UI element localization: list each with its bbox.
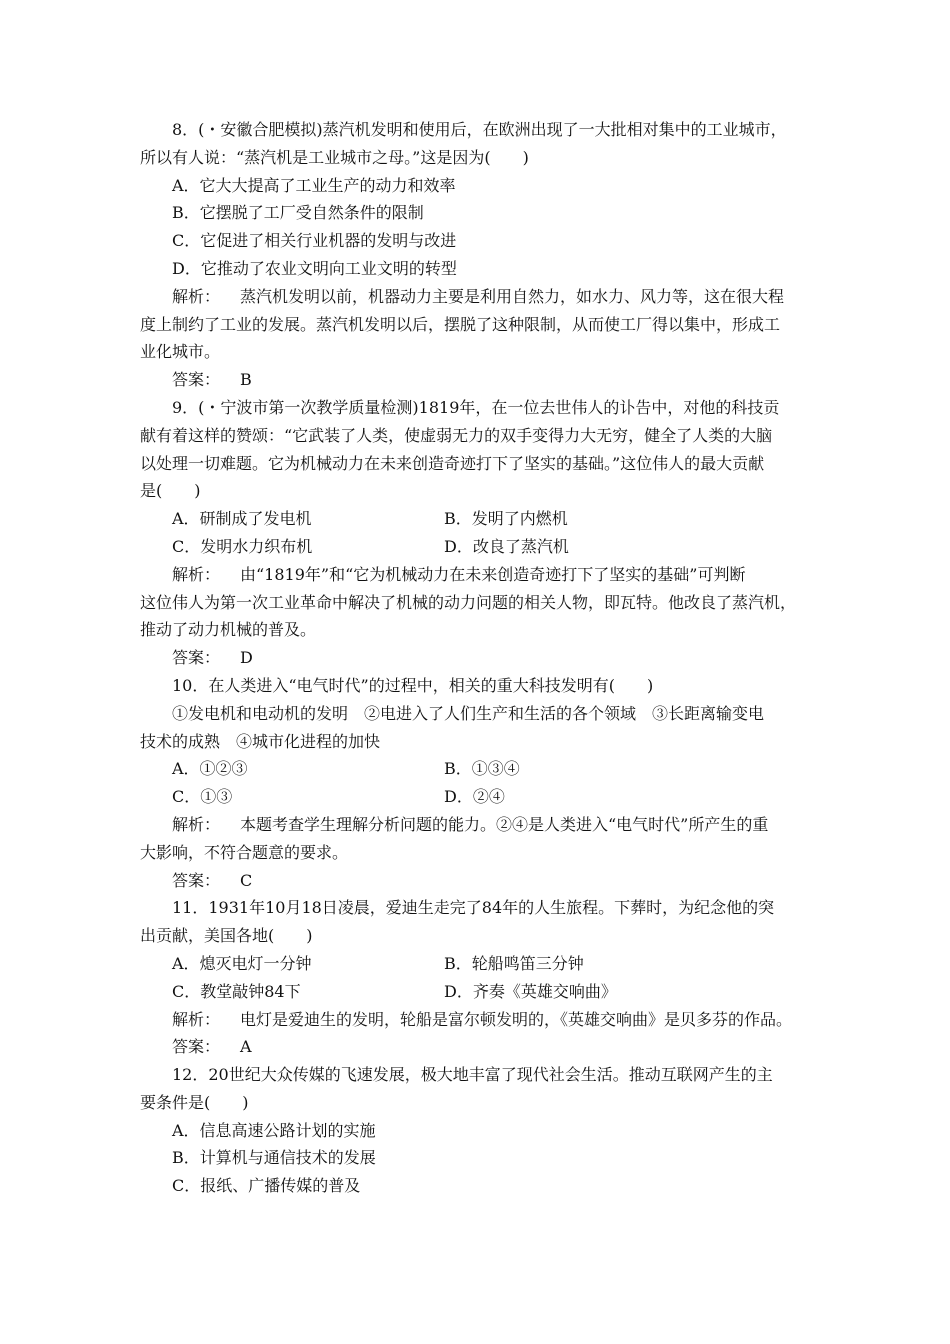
option-d: D．齐奏《英雄交响曲》 (444, 981, 617, 1001)
question-10 (140, 672, 815, 894)
analysis-text: 本题考查学生理解分析问题的能力。②④是人类进入“电气时代”所产生的重 (240, 814, 769, 834)
question-stem: 要条件是( ) (140, 1092, 249, 1112)
answer-value: C (240, 870, 253, 890)
answer-label: 答案： (172, 648, 221, 668)
question-stem: 9．(・宁波市第一次教学质量检测)1819年，在一位去世伟人的讣告中，对他的科技贡 (172, 397, 780, 417)
option-a: A．①②③ (172, 759, 248, 779)
analysis-label: 解析： (172, 564, 221, 584)
analysis-label: 解析： (172, 1009, 221, 1029)
analysis-text: 推动了动力机械的普及。 (140, 620, 317, 640)
analysis-line (140, 811, 815, 839)
answer-value: D (240, 648, 253, 668)
option-row (140, 505, 815, 533)
analysis-label: 解析： (172, 286, 221, 306)
answer-value: A (240, 1037, 252, 1057)
question-12 (140, 1061, 815, 1200)
option-a: A．研制成了发电机 (172, 509, 312, 529)
option-c: C．报纸、广播传媒的普及 (172, 1176, 361, 1196)
question-stem: 献有着这样的赞颂：“它武装了人类，使虚弱无力的双手变得力大无穷，健全了人类的大脑 (140, 425, 773, 445)
option-d: D．它推动了农业文明向工业文明的转型 (172, 258, 457, 278)
option-row (140, 783, 815, 811)
question-items: ①发电机和电动机的发明 ②电进入了人们生产和生活的各个领域 ③长距离输变电 (172, 703, 765, 723)
answer-line (140, 366, 815, 394)
question-stem: 所以有人说：“蒸汽机是工业城市之母。”这是因为( ) (140, 147, 529, 167)
answer-line (140, 1033, 815, 1061)
option-row (140, 755, 815, 783)
option-c: C．发明水力织布机 (172, 536, 313, 556)
analysis-label: 解析： (172, 814, 221, 834)
question-8 (140, 116, 815, 394)
analysis-text: 这位伟人为第一次工业革命中解决了机械的动力问题的相关人物，即瓦特。他改良了蒸汽机， (140, 592, 797, 612)
answer-value: B (240, 370, 252, 390)
analysis-line (140, 283, 815, 311)
option-b: B．轮船鸣笛三分钟 (444, 953, 584, 973)
question-9 (140, 394, 815, 672)
answer-label: 答案： (172, 370, 221, 390)
analysis-text: 业化城市。 (140, 342, 221, 362)
option-a: A．信息高速公路计划的实施 (172, 1120, 376, 1140)
question-stem: 10．在人类进入“电气时代”的过程中，相关的重大科技发明有( ) (172, 675, 654, 695)
analysis-text: 度上制约了工业的发展。蒸汽机发明以后，摆脱了这种限制，从而使工厂得以集中，形成工 (140, 314, 781, 334)
option-d: D．②④ (444, 787, 505, 807)
question-stem: 以处理一切难题。它为机械动力在未来创造奇迹打下了坚实的基础。”这位伟人的最大贡献 (140, 453, 765, 473)
answer-label: 答案： (172, 870, 221, 890)
option-b: B．它摆脱了工厂受自然条件的限制 (172, 203, 424, 223)
answer-label: 答案： (172, 1037, 221, 1057)
option-a: A．熄灭电灯一分钟 (172, 953, 312, 973)
option-d: D．改良了蒸汽机 (444, 536, 569, 556)
option-row (140, 533, 815, 561)
analysis-text: 电灯是爱迪生的发明，轮船是富尔顿发明的，《英雄交响曲》是贝多芬的作品。 (240, 1009, 793, 1029)
option-a: A．它大大提高了工业生产的动力和效率 (172, 175, 456, 195)
answer-line (140, 867, 815, 895)
option-row (140, 978, 815, 1006)
analysis-text: 由“1819年”和“它为机械动力在未来创造奇迹打下了坚实的基础”可判断 (240, 564, 746, 584)
option-b: B．①③④ (444, 759, 520, 779)
question-stem: 11．1931年10月18日凌晨，爱迪生走完了84年的人生旅程。下葬时，为纪念他的突 (172, 898, 775, 918)
option-c: C．①③ (172, 787, 233, 807)
option-c: C．它促进了相关行业机器的发明与改进 (172, 231, 457, 251)
question-stem: 8．(・安徽合肥模拟)蒸汽机发明和使用后，在欧洲出现了一大批相对集中的工业城市， (172, 120, 787, 139)
analysis-text: 蒸汽机发明以前，机器动力主要是利用自然力，如水力、风力等，这在很大程 (240, 286, 785, 306)
answer-line (140, 644, 815, 672)
option-b: B．计算机与通信技术的发展 (172, 1148, 376, 1168)
question-items: 技术的成熟 ④城市化进程的加快 (140, 731, 381, 751)
analysis-text: 大影响，不符合题意的要求。 (140, 842, 349, 862)
question-stem: 是( ) (140, 481, 201, 501)
option-b: B．发明了内燃机 (444, 509, 568, 529)
option-row (140, 950, 815, 978)
question-stem: 出贡献，美国各地( ) (140, 926, 313, 946)
analysis-line (140, 1006, 815, 1034)
document-page (140, 116, 815, 1200)
question-stem: 12．20世纪大众传媒的飞速发展，极大地丰富了现代社会生活。推动互联网产生的主 (172, 1065, 773, 1085)
question-11 (140, 894, 815, 1061)
option-c: C．教堂敲钟84下 (172, 981, 301, 1001)
analysis-line (140, 561, 815, 589)
